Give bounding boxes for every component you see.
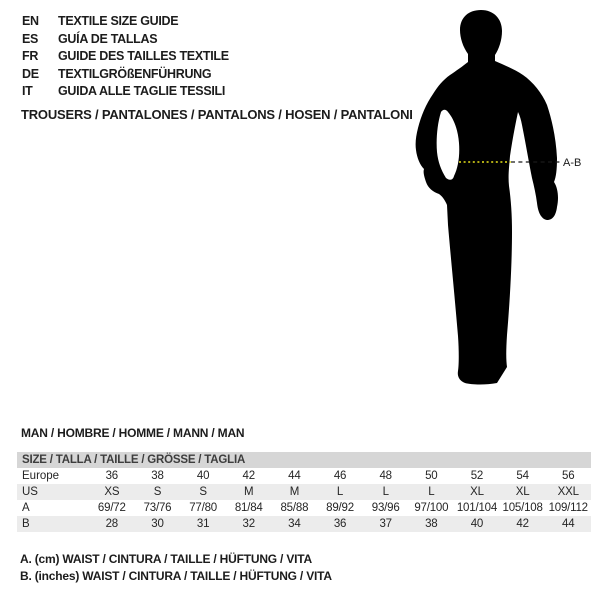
table-cell: 42: [242, 470, 255, 482]
table-cell: 36: [105, 470, 119, 482]
table-cell: 36: [333, 518, 347, 530]
gender-section-title: MAN / HOMBRE / HOMME / MANN / MAN: [21, 426, 245, 440]
table-cell: M: [244, 486, 254, 498]
language-code: EN: [22, 14, 39, 28]
table-cell: L: [382, 486, 389, 498]
table-row-b-inches: [17, 516, 591, 532]
table-cell: 30: [151, 518, 164, 530]
row-label: A: [22, 502, 30, 514]
language-label: GUIDA ALLE TAGLIE TESSILI: [58, 84, 226, 99]
table-row-a-cm: [17, 500, 591, 516]
man-silhouette: [416, 10, 558, 385]
table-cell: 101/104: [456, 502, 498, 514]
language-label: TEXTILGRÖßENFÜHRUNG: [58, 66, 212, 81]
table-cell: 38: [425, 518, 438, 530]
table-row-europe: [17, 468, 591, 484]
table-cell: 28: [105, 518, 119, 530]
row-label: B: [22, 518, 30, 530]
man-silhouette-figure: [410, 0, 600, 400]
row-label: US: [22, 486, 38, 498]
table-cell: XS: [104, 486, 120, 498]
language-row: [22, 66, 229, 84]
table-cell: 109/112: [548, 502, 588, 514]
language-row: [22, 83, 229, 101]
table-cell: 37: [379, 518, 392, 530]
table-cell: S: [153, 486, 162, 498]
size-table: [17, 452, 591, 532]
table-cell: 48: [379, 470, 392, 482]
size-table-header: SIZE / TALLA / TAILLE / GRÖSSE / TAGLIA: [17, 452, 591, 468]
language-label: GUÍA DE TALLAS: [58, 31, 158, 46]
table-cell: 40: [470, 518, 484, 530]
table-cell: 69/72: [97, 502, 126, 514]
table-cell: 32: [242, 518, 255, 530]
table-cell: S: [199, 486, 207, 498]
language-row: [22, 13, 229, 31]
table-cell: 85/88: [280, 502, 309, 514]
language-code: IT: [22, 84, 33, 99]
table-cell: XL: [515, 486, 530, 498]
language-code: FR: [22, 49, 39, 64]
table-cell: 38: [151, 470, 164, 482]
language-code: ES: [22, 31, 39, 46]
table-cell: L: [428, 486, 435, 498]
table-cell: 77/80: [189, 502, 217, 514]
table-cell: 44: [288, 470, 301, 482]
row-label: Europe: [22, 470, 60, 482]
table-cell: 46: [333, 470, 347, 482]
table-cell: 44: [562, 518, 575, 530]
table-row-us: [17, 484, 591, 500]
table-cell: 34: [288, 518, 301, 530]
table-cell: 81/84: [234, 502, 263, 514]
language-label: TEXTILE SIZE GUIDE: [58, 14, 179, 28]
language-guide-list: [22, 13, 229, 101]
table-cell: 54: [516, 470, 529, 482]
table-cell: 105/108: [502, 502, 543, 514]
table-cell: 56: [562, 470, 575, 482]
table-cell: 97/100: [414, 502, 449, 514]
table-cell: L: [336, 486, 344, 498]
table-cell: 52: [470, 470, 484, 482]
measure-label: A-B: [563, 157, 582, 169]
table-cell: 93/96: [371, 502, 400, 514]
table-cell: 50: [425, 470, 438, 482]
table-cell: 40: [196, 470, 210, 482]
table-cell: 89/92: [326, 502, 354, 514]
language-label: GUIDE DES TAILLES TEXTILE: [58, 49, 229, 64]
table-cell: XXL: [557, 486, 579, 498]
table-cell: M: [289, 486, 300, 498]
language-row: [22, 31, 229, 49]
garment-type-title: TROUSERS / PANTALONES / PANTALONS / HOSEN / PANTALONI: [21, 107, 413, 122]
note-b: B. (inches) WAIST / CINTURA / TAILLE / HÜFTUNG / VITA: [20, 569, 332, 584]
table-cell: XL: [470, 486, 484, 498]
measurement-notes: [20, 551, 332, 586]
language-row: [22, 48, 229, 66]
language-code: DE: [22, 66, 39, 81]
note-a: A. (cm) WAIST / CINTURA / TAILLE / HÜFTUNG / VITA: [20, 552, 312, 566]
table-cell: 42: [516, 518, 529, 530]
table-cell: 73/76: [143, 502, 172, 514]
table-cell: 31: [196, 518, 210, 530]
